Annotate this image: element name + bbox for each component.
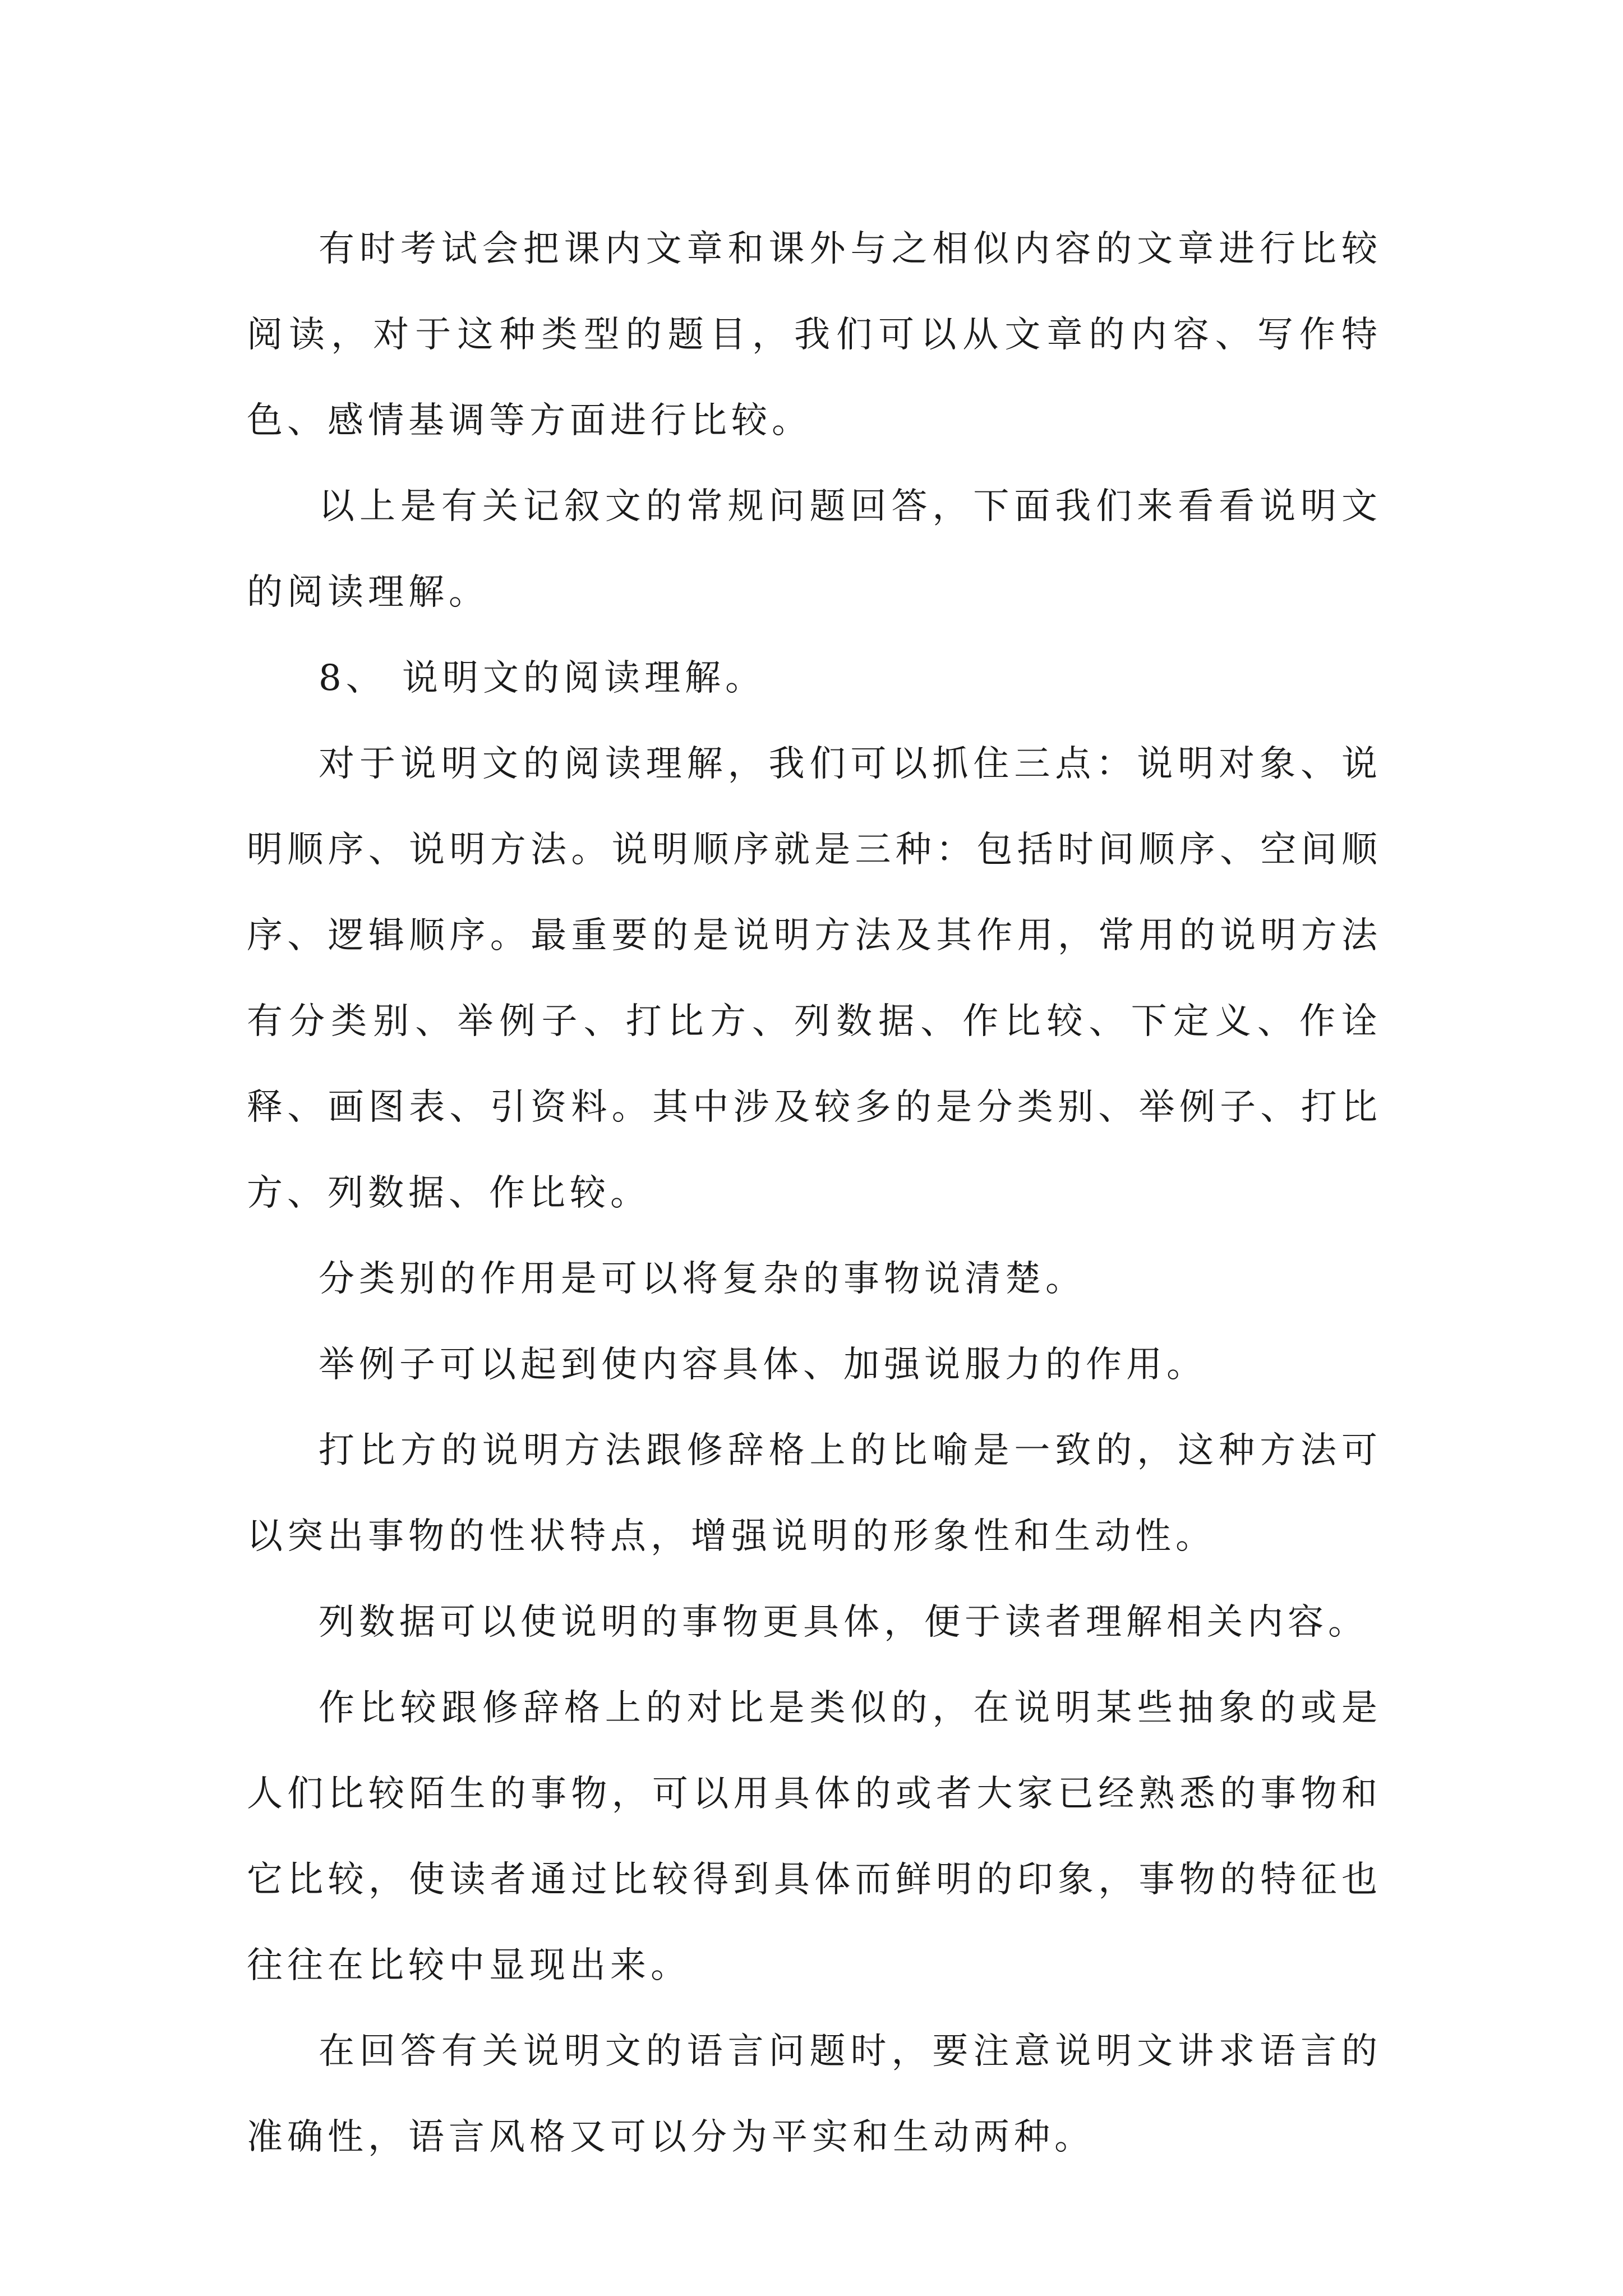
paragraph-classification: 分类别的作用是可以将复杂的事物说清楚。 <box>319 1258 1086 1300</box>
paragraph-language: 在回答有关说明文的语言问题时，要注意说明文讲求语言的准确性，语言风格又可以分为平实和生动两种。 <box>247 2031 1382 2158</box>
paragraph-data: 列数据可以使说明的事物更具体，便于读者理解相关内容。 <box>319 1602 1368 1643</box>
paragraph-examples: 举例子可以起到使内容具体、加强说服力的作用。 <box>319 1344 1207 1386</box>
paragraph-comparative-reading: 有时考试会把课内文章和课外与之相似内容的文章进行比较阅读，对于这种类型的题目，我们可以从文章的内容、写作特色、感情基调等方面进行比较。 <box>247 228 1382 441</box>
section-heading-expository: 8、 说明文的阅读理解。 <box>319 657 766 699</box>
paragraph-comparison: 作比较跟修辞格上的对比是类似的，在说明某些抽象的或是人们比较陌生的事物，可以用具体的或者大家已经熟悉的事物和它比较，使读者通过比较得到具体而鲜明的印象，事物的特征也往往在比较中显现出来。 <box>247 1687 1382 1986</box>
paragraph-transition: 以上是有关记叙文的常规问题回答，下面我们来看看说明文的阅读理解。 <box>247 486 1382 613</box>
body-text <box>247 206 1382 2180</box>
paragraph-analogy: 打比方的说明方法跟修辞格上的比喻是一致的，这种方法可以突出事物的性状特点，增强说明的形象性和生动性。 <box>247 1430 1382 1557</box>
paragraph-three-points: 对于说明文的阅读理解，我们可以抓住三点：说明对象、说明顺序、说明方法。说明顺序就是三种：包括时间顺序、空间顺序、逻辑顺序。最重要的是说明方法及其作用，常用的说明方法有分类别、举例子、打比方、列数据、作比较、下定义、作诠释、画图表、引资料。其中涉及较多的是分类别、举例子、打比方、列数据、作比较。 <box>247 743 1382 1214</box>
